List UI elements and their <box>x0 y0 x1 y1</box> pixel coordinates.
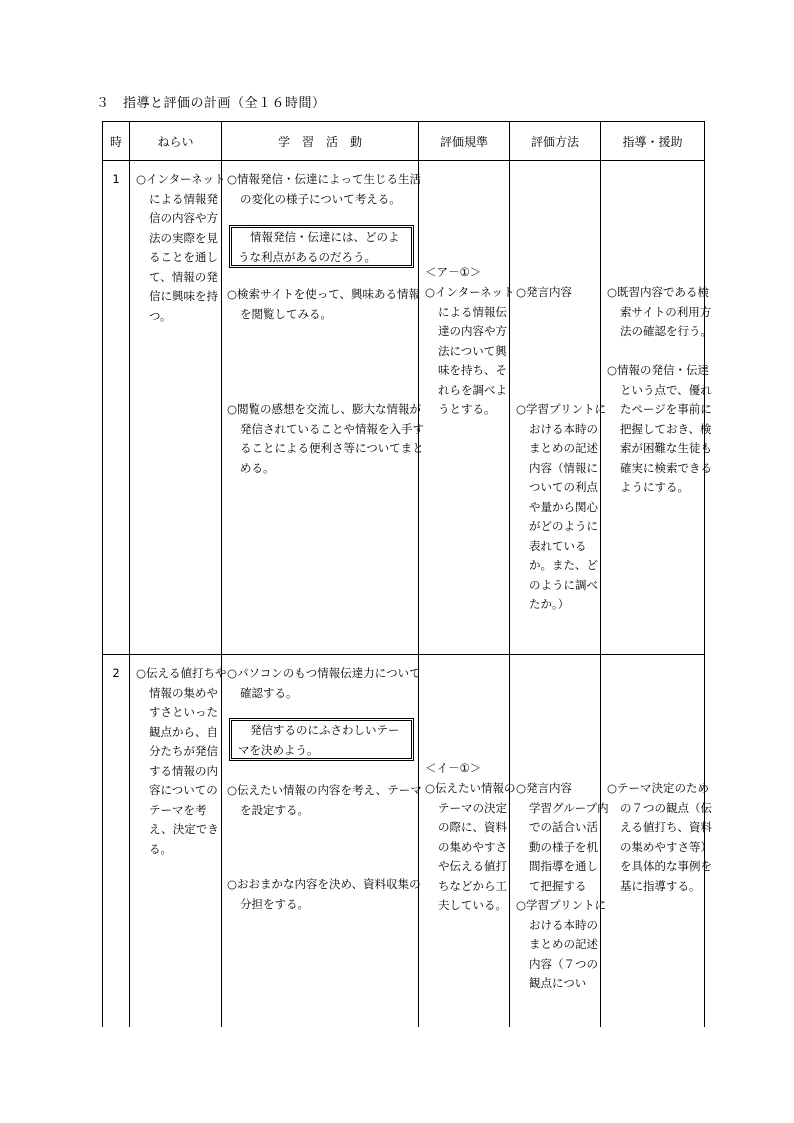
section-title: ３ 指導と評価の計画（全１６時間） <box>96 96 326 111</box>
method-item: ○発言内容 学習グループ内での話合い活動の様子を机間指導を通して把握する <box>516 781 609 893</box>
criteria-text: ○インターネットによる情報伝達の内容や方法について興味を持ち、それらを調べようとする。 <box>425 285 515 416</box>
criteria-text: ○伝えたい情報のテーマの決定の際に、資料の集めやすさや伝える値打ちなどから工夫している。 <box>425 781 516 912</box>
learning-question-box: 情報発信・伝達には、どのような利点があるのだろう。 <box>229 225 414 268</box>
method-item: ○学習プリントにおける本時のまとめの記述内容（情報についての利点や量から関心がどのように表れているか。また、どのように調べたか。） <box>516 402 607 611</box>
row-aim: ○伝える値打ちや情報の集めやすさといった観点から、自分たちが発信する情報の内容についてのテーマを考え、決定できる。 <box>136 666 227 856</box>
header-activity: 学 習 活 動 <box>277 134 362 149</box>
activity-item: ○伝えたい情報の内容を考え、テーマを設定する。 <box>227 783 422 817</box>
row-divider <box>103 160 705 161</box>
activity-item: ○閲覧の感想を交流し、膨大な情報が発信されていることや情報を入手することによる便利さ等についてまとめる。 <box>227 402 424 475</box>
row-time: 1 <box>112 172 120 186</box>
plan-table <box>102 121 712 1027</box>
criteria-label: ＜イ－①＞ <box>425 761 482 775</box>
row-aim: ○インターネットによる情報発信の内容や方法の実際を見ることを通して、情報の発信に興味を持つ。 <box>136 172 226 323</box>
header-aim: ねらい <box>157 134 194 149</box>
col-divider <box>129 122 130 1027</box>
activity-item: ○検索サイトを使って、興味ある情報を閲覧してみる。 <box>227 287 420 321</box>
guidance-item: ○既習内容である検索サイトの利用方法の確認を行う。 <box>607 285 712 338</box>
activity-item: ○パソコンのもつ情報伝達力について確認する。 <box>227 666 421 700</box>
learning-question-box: 発信するのにふさわしいテーマを決めよう。 <box>229 718 414 761</box>
header-criteria: 評価規準 <box>439 134 488 149</box>
activity-item: ○情報発信・伝達によって生じる生活の変化の様子について考える。 <box>227 172 422 206</box>
method-item: ○学習プリントにおける本時のまとめの記述内容（７つの観点につい <box>516 898 607 990</box>
header-time: 時 <box>109 134 122 149</box>
guidance-item: ○情報の発信・伝達という点で、優れたページを事前に把握しておき、検索が困難な生徒も確実に検索できるようにする。 <box>607 363 712 494</box>
method-item: ○発言内容 <box>516 285 573 299</box>
criteria-label: ＜ア－①＞ <box>425 265 482 279</box>
activity-item: ○おおまかな内容を決め、資料収集の分担をする。 <box>227 877 421 911</box>
row-time: 2 <box>112 666 120 680</box>
row-divider <box>103 654 705 655</box>
guidance-item: ○テーマ決定のための７つの観点（伝える値打ち、資料の集めやすさ等）を具体的な事例を基に指導する。 <box>607 781 712 893</box>
header-method: 評価方法 <box>530 134 579 149</box>
header-guidance: 指導・援助 <box>622 134 683 149</box>
